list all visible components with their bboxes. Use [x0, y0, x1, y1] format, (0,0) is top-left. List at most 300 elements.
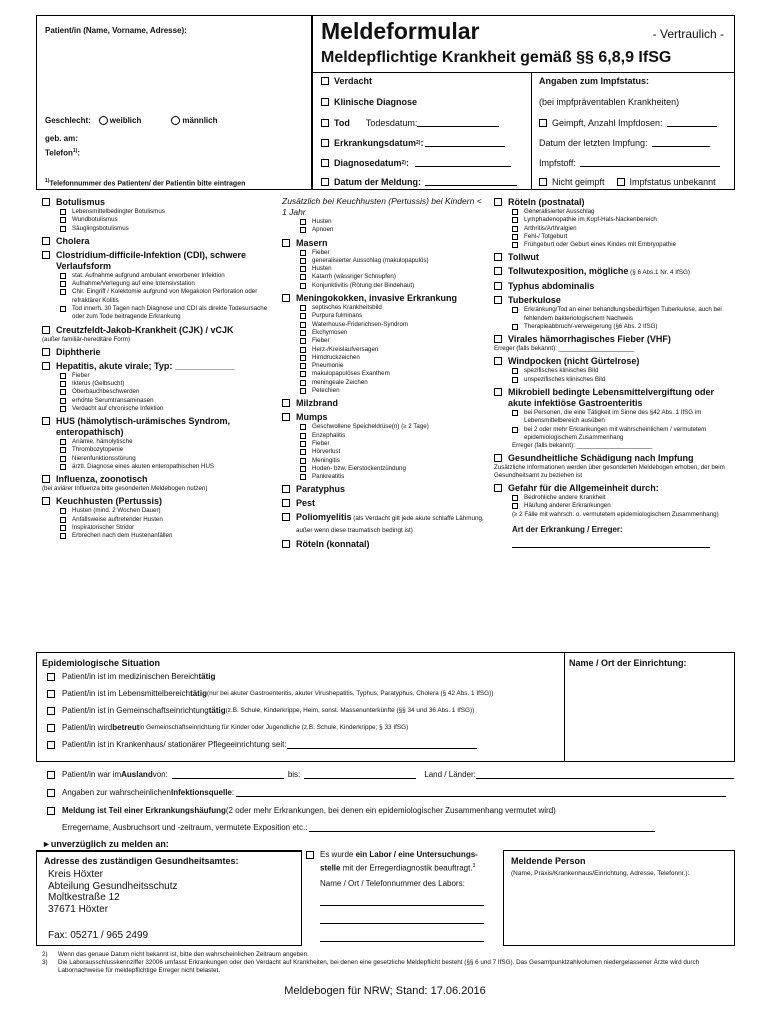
section-tollwut [494, 252, 736, 263]
footer: Meldebogen für NRW; Stand: 17.06.2016 [284, 985, 486, 997]
hus-hämolytisch-urämisches-syndrom-enter-item-checkbox[interactable] [60, 456, 66, 462]
death-date-label: Todesdatum: [365, 118, 418, 128]
gefahr-für-die-allgemeinheit-durch-note-after: (≥ 2 Fälle mit wahrsch. o. vermutetem epidemiologischem Zusammenhang) [512, 510, 719, 518]
report-date-label: Datum der Meldung: [334, 177, 421, 187]
vaccine-unknown-row [539, 177, 716, 187]
abroad-from-field[interactable] [172, 771, 284, 779]
hepatitis-akute-virale-typ-item-label: Fieber [72, 371, 90, 379]
mikrobiell-bedingte-lebensmittelvergiftu-item [494, 409, 736, 426]
section-masern [282, 238, 488, 249]
gender-male-radio[interactable] [171, 116, 180, 125]
röteln-konnatal-checkbox[interactable] [282, 540, 290, 548]
influenza-zoonotisch-checkbox[interactable] [42, 475, 50, 483]
cluster-text-c: (2 oder mehr Erkrankungen, bei denen ein epidemiologischer Zusammenhang vermutet wird) [225, 806, 556, 815]
authority-box [36, 850, 302, 946]
countries-field[interactable] [476, 771, 734, 779]
gender-female-radio[interactable] [99, 116, 108, 125]
milzbrand-label [296, 398, 338, 409]
doses-field[interactable] [667, 119, 717, 127]
epi-row-5-text-a: Patient/in ist in Krankenhaus/ stationärer Pflegeeinrichtung seit: [62, 740, 287, 749]
abroad-to-label: bis: [287, 770, 301, 779]
epi-row-2-text-b: tätig [190, 689, 207, 698]
tuberkulose-item-label: Therapieabbruch/-verweigerung (§6 Abs. 2 IfSG) [524, 323, 658, 331]
mumps-checkbox[interactable] [282, 413, 290, 421]
botulismus-item-label: Lebensmittelbedingter Botulismus [72, 208, 165, 215]
status-divider [313, 72, 734, 73]
phone-footnote-sup: 1) [45, 178, 50, 184]
meningokokken-invasive-erkrankung-item-label: meningeale Zeichen [312, 378, 368, 386]
lab-checkbox[interactable] [306, 851, 314, 859]
mumps-item-checkbox[interactable] [300, 433, 306, 439]
clostridium-difficile-infektion-cdi-schw-item-label: Aufnahme/Verlegung auf eine Intensivstation [72, 280, 195, 288]
clostridium-difficile-infektion-cdi-schw-item-checkbox[interactable] [60, 273, 66, 279]
röteln-postnatal-item-checkbox[interactable] [512, 217, 518, 223]
mumps-item-label: Enzephalitis [312, 431, 346, 439]
lab-name-label: Name / Ort / Telefonnummer des Labors: [320, 878, 465, 888]
meningokokken-invasive-erkrankung-item [282, 321, 488, 329]
clostridium-difficile-infektion-cdi-schw-item-checkbox[interactable] [60, 281, 66, 287]
windpocken-nicht-gürtelrose-item-checkbox[interactable] [512, 368, 518, 374]
mikrobiell-bedingte-lebensmittelvergiftu-item-checkbox[interactable] [512, 427, 518, 433]
meningokokken-invasive-erkrankung-item-checkbox[interactable] [300, 322, 306, 328]
section-clostridium-difficile-infektion-cdi-schw [42, 250, 277, 272]
meningokokken-invasive-erkrankung-item [282, 346, 488, 354]
pertussis-child-item [282, 226, 488, 234]
send-to-label: ►unverzüglich zu melden an: [42, 839, 169, 849]
masern-item-checkbox[interactable] [300, 258, 306, 264]
authority-title: Adresse des zuständigen Gesundheitsamtes: [44, 856, 239, 866]
lab-sup: 3 [472, 862, 476, 869]
cluster-checkbox[interactable] [47, 807, 55, 815]
keuchhusten-pertussis-checkbox[interactable] [42, 497, 50, 505]
hus-hämolytisch-urämisches-syndrom-enter-item-label: Nierenfunktionsstörung [72, 454, 136, 462]
meningokokken-invasive-erkrankung-item-label: Hirndruckzeichen [312, 353, 360, 361]
source-text-c: : [231, 788, 235, 797]
lab-name-field-1[interactable] [320, 898, 484, 906]
masern-item-checkbox[interactable] [300, 250, 306, 256]
footnote-3 [42, 959, 732, 975]
meningokokken-invasive-erkrankung-item-checkbox[interactable] [300, 363, 306, 369]
clostridium-difficile-infektion-cdi-schw-item-label: Chir. Eingriff / Kolektomie aufgrund von Megakolon Perforation oder refraktärer Kolitis [72, 288, 258, 304]
keuchhusten-pertussis-item-checkbox[interactable] [60, 533, 66, 539]
diphtherie-title: Diphtherie [56, 346, 101, 357]
abroad-to-field[interactable] [304, 771, 416, 779]
lab-name-field-2[interactable] [320, 916, 484, 924]
typhus-abdominalis-checkbox[interactable] [494, 282, 502, 290]
masern-item [282, 257, 488, 265]
meningokokken-invasive-erkrankung-item-checkbox[interactable] [300, 305, 306, 311]
meningokokken-invasive-erkrankung-checkbox[interactable] [282, 294, 290, 302]
confidential-label: - Vertraulich - [652, 27, 724, 41]
vaccine-title: Angaben zum Impfstatus: [539, 76, 650, 86]
diagnosis-date-checkbox[interactable] [321, 159, 329, 167]
meningokokken-invasive-erkrankung-item [282, 387, 488, 395]
meningokokken-invasive-erkrankung-item-checkbox[interactable] [300, 380, 306, 386]
mumps-item-label: Geschwollene Speicheldrüse(n) (≥ 2 Tage) [312, 423, 429, 431]
clostridium-difficile-infektion-cdi-schw-checkbox[interactable] [42, 251, 50, 259]
death-checkbox[interactable] [321, 119, 329, 127]
footnote-3-text: Die Laborausschlusskennziffer 32006 umfasst Erkrankungen oder den Verdacht auf Krankheiten, bei denen eine gesetzliche Meldepflicht besteht (§§ 6 und 7 IfSG). Das Gesamtpunktzahlvolumen niedergelassener Ärzte wird durch Labornachweise für meldepflichtige Erreger nicht belastet. [58, 959, 700, 974]
pertussis-child-label: Husten [312, 218, 332, 225]
section-gesundheitliche-schädigung-nach-impfung [494, 453, 736, 464]
pertussis-children-note: Zusätzlich bei Keuchhusten (Pertussis) bei Kindern < 1 Jahr [282, 196, 482, 217]
hus-hämolytisch-urämisches-syndrom-enter-checkbox[interactable] [42, 417, 50, 425]
hus-hämolytisch-urämisches-syndrom-enter-label [56, 416, 277, 438]
dob-label: geb. am: [45, 134, 78, 143]
vaccine-subtitle: (bei impfpräventablen Krankheiten) [539, 97, 680, 107]
gefahr-für-die-allgemeinheit-durch-item-label: Bedrohliche andere Krankheit [524, 494, 606, 502]
paratyphus-label [296, 484, 345, 495]
mumps-item [282, 457, 488, 465]
hepatitis-akute-virale-typ-item-checkbox[interactable] [60, 398, 66, 404]
last-date-field[interactable] [652, 139, 710, 147]
section-virales-hämorrhagisches-fieber-vhf [494, 334, 736, 345]
meningokokken-invasive-erkrankung-item [282, 370, 488, 378]
source-field[interactable] [236, 789, 726, 797]
mumps-item-checkbox[interactable] [300, 449, 306, 455]
vaccine-doses [539, 118, 717, 128]
hus-hämolytisch-urämisches-syndrom-enter-title: HUS (hämolytisch-urämisches Syndrom, enteropathisch) [56, 416, 231, 438]
keuchhusten-pertussis-item-checkbox[interactable] [60, 525, 66, 531]
status-report-date [321, 177, 517, 187]
section-tuberkulose [494, 295, 736, 306]
mumps-item-checkbox[interactable] [300, 424, 306, 430]
meningokokken-invasive-erkrankung-item-checkbox[interactable] [300, 355, 306, 361]
röteln-postnatal-item-label: Arthritis/Arthralgien [524, 224, 577, 232]
report-date-checkbox[interactable] [321, 178, 329, 186]
mumps-item [282, 448, 488, 456]
masern-item [282, 273, 488, 281]
clostridium-difficile-infektion-cdi-schw-item-label: stat. Aufnahme aufgrund ambulant erworbener Infektion [72, 271, 225, 279]
windpocken-nicht-gürtelrose-item-label: spezifisches klinisches Bild [524, 367, 599, 375]
masern-item [282, 249, 488, 257]
mikrobiell-bedingte-lebensmittelvergiftu-checkbox[interactable] [494, 388, 502, 396]
mumps-item [282, 473, 488, 481]
pest-title: Pest [296, 498, 316, 509]
form-title: Meldeformular [321, 18, 480, 44]
mikrobiell-bedingte-lebensmittelvergiftu-item [494, 426, 736, 443]
creutzfeldt-jakob-krankheit-cjk-vcjk-checkbox[interactable] [42, 326, 50, 334]
mumps-item [282, 432, 488, 440]
footnote-2-number: 2) [42, 951, 48, 958]
keuchhusten-pertussis-item-label: Anfallsweise auftretender Husten [72, 515, 163, 523]
phone-label: Telefon [45, 148, 73, 158]
epi-row-4-checkbox[interactable] [47, 724, 55, 732]
meningokokken-invasive-erkrankung-title: Meningokokken, invasive Erkrankung [296, 293, 458, 304]
keuchhusten-pertussis-item-checkbox[interactable] [60, 508, 66, 514]
cholera-title: Cholera [56, 235, 90, 246]
masern-item-checkbox[interactable] [300, 274, 306, 280]
mikrobiell-bedingte-lebensmittelvergiftu-item-checkbox[interactable] [512, 410, 518, 416]
mumps-item-checkbox[interactable] [300, 458, 306, 464]
röteln-postnatal-item-checkbox[interactable] [512, 226, 518, 232]
röteln-postnatal-label [508, 197, 585, 208]
meningokokken-invasive-erkrankung-item [282, 362, 488, 370]
cholera-checkbox[interactable] [42, 237, 50, 245]
cholera-label [56, 236, 90, 247]
vaccinated-label: Geimpft, Anzahl Impfdosen: [552, 118, 663, 128]
meningokokken-invasive-erkrankung-item-label: septisches Krankheitsbild [312, 304, 382, 312]
hepatitis-akute-virale-typ-item-checkbox[interactable] [60, 389, 66, 395]
gefahr-für-die-allgemeinheit-durch-item-label: Häufung anderer Erkrankungen [524, 502, 611, 510]
clostridium-difficile-infektion-cdi-schw-item [42, 305, 277, 322]
röteln-postnatal-checkbox[interactable] [494, 198, 502, 206]
unknown-checkbox[interactable] [617, 178, 625, 186]
mumps-item [282, 423, 488, 431]
milzbrand-checkbox[interactable] [282, 399, 290, 407]
abroad-checkbox[interactable] [47, 771, 55, 779]
mumps-item [282, 440, 488, 448]
virales-hämorrhagisches-fieber-vhf-checkbox[interactable] [494, 335, 502, 343]
windpocken-nicht-gürtelrose-checkbox[interactable] [494, 357, 502, 365]
vaccinated-checkbox[interactable] [539, 119, 547, 127]
hepatitis-akute-virale-typ-item-checkbox[interactable] [60, 373, 66, 379]
disease-column-3 [494, 194, 736, 548]
vaccine-field[interactable] [580, 159, 720, 167]
epi-row-3-checkbox[interactable] [47, 707, 55, 715]
mikrobiell-bedingte-lebensmittelvergiftu-item-label: bei 2 oder mehr Erkrankungen mit wahrscheinlichem / vermutetem epidemiologischem Zusammenhang [524, 425, 707, 441]
status-suspicion [321, 76, 372, 86]
section-botulismus [42, 197, 277, 208]
masern-item [282, 282, 488, 290]
status-death [321, 118, 499, 128]
röteln-postnatal-item-checkbox[interactable] [512, 242, 518, 248]
clostridium-difficile-infektion-cdi-schw-item-checkbox[interactable] [60, 289, 66, 295]
meningokokken-invasive-erkrankung-label [296, 293, 457, 304]
meningokokken-invasive-erkrankung-item-checkbox[interactable] [300, 330, 306, 336]
disease-column-2 [282, 194, 488, 550]
gesundheitliche-schädigung-nach-impfung-checkbox[interactable] [494, 454, 502, 462]
suspicion-label: Verdacht [334, 76, 373, 86]
illness-date-checkbox[interactable] [321, 139, 329, 147]
not-vaccinated-checkbox[interactable] [539, 178, 547, 186]
gefahr-für-die-allgemeinheit-durch-item-checkbox[interactable] [512, 495, 518, 501]
botulismus-item-label: Säuglingsbotulismus [72, 224, 129, 232]
section-poliomyelitis [282, 512, 488, 536]
hepatitis-akute-virale-typ-item [42, 397, 277, 405]
hus-hämolytisch-urämisches-syndrom-enter-item-checkbox[interactable] [60, 464, 66, 470]
keuchhusten-pertussis-item-checkbox[interactable] [60, 517, 66, 523]
meningokokken-invasive-erkrankung-item-checkbox[interactable] [300, 371, 306, 377]
botulismus-item [42, 208, 277, 216]
röteln-postnatal-item [494, 208, 736, 216]
vaccine-last-date [539, 138, 710, 148]
epi-row-4 [47, 723, 408, 732]
section-windpocken-nicht-gürtelrose [494, 356, 736, 367]
death-date-field[interactable] [417, 119, 499, 127]
gender-male-label: männlich [182, 116, 218, 125]
paratyphus-checkbox[interactable] [282, 485, 290, 493]
clostridium-difficile-infektion-cdi-schw-item-label: Tod innerh. 30 Tagen nach Diagnose und CDI als direkte Todesursache oder zum Tode beitragende Erkrankung [72, 305, 268, 321]
authority-line-4: 37671 Höxter [48, 903, 109, 915]
mumps-item-label: Hoden- bzw. Eierstockentzündung [312, 464, 406, 472]
authority-line-2: Abteilung Gesundheitsschutz [48, 880, 178, 892]
diagnosis-checkbox[interactable] [321, 98, 329, 106]
cluster-details-row [62, 823, 655, 832]
poliomyelitis-title: Poliomyelitis [296, 512, 352, 523]
gefahr-für-die-allgemeinheit-durch-item-checkbox[interactable] [512, 503, 518, 509]
section-keuchhusten-pertussis [42, 496, 277, 507]
typhus-abdominalis-label [508, 281, 594, 292]
section-diphtherie [42, 347, 277, 358]
keuchhusten-pertussis-item [42, 524, 277, 532]
virales-hämorrhagisches-fieber-vhf-label [508, 334, 671, 345]
suspicion-checkbox[interactable] [321, 77, 329, 85]
hepatitis-akute-virale-typ-label [56, 361, 235, 372]
not-vaccinated-label: Nicht geimpft [552, 177, 605, 187]
tollwut-checkbox[interactable] [494, 253, 502, 261]
masern-item-label: Katarrh (wässriger Schnupfen) [312, 273, 396, 281]
status-column-divider [531, 72, 532, 189]
botulismus-item-checkbox[interactable] [60, 217, 66, 223]
masern-item-label: Fieber [312, 248, 330, 256]
meningokokken-invasive-erkrankung-item-checkbox[interactable] [300, 388, 306, 394]
hepatitis-akute-virale-typ-checkbox[interactable] [42, 362, 50, 370]
pertussis-child-label: Apnoen [312, 226, 334, 234]
röteln-postnatal-item-label: Fehl-/ Totgeburt [524, 232, 568, 240]
mumps-item-checkbox[interactable] [300, 474, 306, 480]
diphtherie-checkbox[interactable] [42, 348, 50, 356]
footnote-3-number: 3) [42, 959, 48, 966]
masern-item-label: Husten [312, 265, 332, 273]
masern-item-label: generalisierter Ausschlag (makulopapulös) [312, 256, 429, 264]
death-label: Tod [334, 118, 350, 128]
meningokokken-invasive-erkrankung-item-label: Herz-/Kreislaufversagen [312, 345, 379, 353]
footnotes [42, 951, 732, 975]
hus-hämolytisch-urämisches-syndrom-enter-item-checkbox[interactable] [60, 447, 66, 453]
authority-line-3: Moltkestraße 12 [48, 892, 120, 903]
keuchhusten-pertussis-title: Keuchhusten (Pertussis) [56, 496, 163, 507]
epi-row-3-text-a: Patient/in ist in Gemeinschaftseinrichtung [62, 706, 209, 715]
windpocken-nicht-gürtelrose-item [494, 367, 736, 375]
botulismus-item-checkbox[interactable] [60, 226, 66, 232]
windpocken-nicht-gürtelrose-label [508, 356, 639, 367]
botulismus-item [42, 225, 277, 233]
reporter-title: Meldende Person [511, 856, 586, 866]
creutzfeldt-jakob-krankheit-cjk-vcjk-title: Creutzfeldt-Jakob-Krankheit (CJK) / vCJK [56, 324, 234, 335]
unknown-label: Impfstatus unbekannt [629, 177, 716, 187]
clostridium-difficile-infektion-cdi-schw-item-checkbox[interactable] [60, 306, 66, 312]
windpocken-nicht-gürtelrose-item-label: unspezifisches klinisches Bild [524, 375, 606, 383]
botulismus-checkbox[interactable] [42, 198, 50, 206]
hepatitis-akute-virale-typ-title: Hepatitis, akute virale; Typ: ____________ [56, 360, 235, 371]
section-influenza-zoonotisch [42, 474, 277, 485]
keuchhusten-pertussis-item [42, 507, 277, 515]
clostridium-difficile-infektion-cdi-schw-item [42, 272, 277, 280]
diphtherie-label [56, 347, 101, 358]
hepatitis-akute-virale-typ-item-checkbox[interactable] [60, 406, 66, 412]
influenza-zoonotisch-label [56, 474, 148, 485]
lab-text-c: mit der Erregerdiagnostik beauftragt. [340, 863, 473, 873]
pertussis-child-item [282, 218, 488, 226]
windpocken-nicht-gürtelrose-item-checkbox[interactable] [512, 377, 518, 383]
epi-row-1-checkbox[interactable] [47, 673, 55, 681]
section-cholera [42, 236, 277, 247]
masern-item-checkbox[interactable] [300, 266, 306, 272]
meningokokken-invasive-erkrankung-item-checkbox[interactable] [300, 338, 306, 344]
countries-label: Land / Länder: [424, 770, 476, 779]
clostridium-difficile-infektion-cdi-schw-label [56, 250, 277, 272]
mumps-item-checkbox[interactable] [300, 441, 306, 447]
masern-checkbox[interactable] [282, 239, 290, 247]
röteln-postnatal-item-checkbox[interactable] [512, 234, 518, 240]
hepatitis-akute-virale-typ-item [42, 405, 277, 413]
diagnosis-date-field[interactable] [415, 159, 511, 167]
hospital-since-field[interactable] [287, 741, 477, 749]
epi-row-3-text-c: (z.B. Schule, Kinderkrippe, Heim, sonst. Massenunterkünfte (§§ 34 und 36 Abs. 1 IfSG)) [225, 707, 475, 714]
influenza-zoonotisch-title: Influenza, zoonotisch [56, 474, 148, 485]
hus-hämolytisch-urämisches-syndrom-enter-item-checkbox[interactable] [60, 439, 66, 445]
botulismus-item-checkbox[interactable] [60, 209, 66, 215]
section-creutzfeldt-jakob-krankheit-cjk-vcjk [42, 325, 277, 336]
meningokokken-invasive-erkrankung-item-checkbox[interactable] [300, 313, 306, 319]
epi-row-2 [47, 689, 493, 698]
phone-footnote [45, 178, 245, 187]
section-gefahr-für-die-allgemeinheit-durch [494, 483, 736, 494]
botulismus-title: Botulismus [56, 197, 106, 207]
tollwutexposition-mögliche-checkbox[interactable] [494, 267, 502, 275]
gefahr-für-die-allgemeinheit-durch-checkbox[interactable] [494, 484, 502, 492]
gefahr-für-die-allgemeinheit-durch-item [494, 502, 736, 510]
influenza-zoonotisch-note: (bei aviärer Influenza bitte gesonderten Meldebogen nutzen) [42, 485, 208, 493]
pest-checkbox[interactable] [282, 499, 290, 507]
footnote-2 [42, 951, 732, 959]
epi-row-2-checkbox[interactable] [47, 690, 55, 698]
clostridium-difficile-infektion-cdi-schw-item [42, 288, 277, 305]
tuberkulose-checkbox[interactable] [494, 296, 502, 304]
section-tollwutexposition-mögliche [494, 266, 736, 278]
meningokokken-invasive-erkrankung-item [282, 337, 488, 345]
tollwut-label [508, 252, 539, 263]
epi-row-3-text-b: tätig [208, 706, 226, 715]
meningokokken-invasive-erkrankung-item-checkbox[interactable] [300, 347, 306, 353]
hepatitis-akute-virale-typ-item-checkbox[interactable] [60, 381, 66, 387]
lab-name-field-3[interactable] [320, 934, 484, 942]
mumps-item-checkbox[interactable] [300, 466, 306, 472]
facility-title: Name / Ort der Einrichtung: [569, 658, 687, 668]
mikrobiell-bedingte-lebensmittelvergiftu-item-label: bei Personen, die eine Tätigkeit im Sinne des §42 Abs. 1 IfSG im Lebensmittelbereich ausüben [524, 408, 702, 425]
epi-row-5-checkbox[interactable] [47, 741, 55, 749]
cause-field[interactable] [512, 540, 710, 548]
mikrobiell-bedingte-lebensmittelvergiftu-note-after: Erreger (falls bekannt): ______________________ [512, 442, 653, 450]
pertussis-child-checkbox[interactable] [300, 219, 306, 225]
meningokokken-invasive-erkrankung-item-label: Fieber [312, 337, 330, 345]
gesundheitliche-schädigung-nach-impfung-title: Gesundheitliche Schädigung nach Impfung [508, 453, 694, 464]
tuberkulose-item-checkbox[interactable] [512, 307, 518, 313]
tuberkulose-item-checkbox[interactable] [512, 324, 518, 330]
epi-row-1-text-a: Patient/in ist im medizinischen Bereich [62, 672, 199, 681]
epi-row-4-text-a: Patient/in wird [62, 723, 113, 732]
masern-item-checkbox[interactable] [300, 283, 306, 289]
poliomyelitis-checkbox[interactable] [282, 513, 290, 521]
source-checkbox[interactable] [47, 789, 55, 797]
illness-date-field[interactable] [425, 139, 505, 147]
röteln-postnatal-item-checkbox[interactable] [512, 209, 518, 215]
paratyphus-title: Paratyphus [296, 484, 346, 495]
epi-row-4-text-c: in Gemeinschaftseinrichtung für Kinder oder Jugendliche (z.B. Schule, Kinderkrippe; § 33 IfSG) [139, 724, 409, 731]
clostridium-difficile-infektion-cdi-schw-title: Clostridium-difficile-Infektion (CDI), schwere Verlaufsform [56, 249, 247, 271]
footnote-2-text: Wenn das genaue Datum nicht bekannt ist, bitte den wahrscheinlichen Zeitraum angeben. [58, 951, 309, 958]
last-date-label: Datum der letzten Impfung: [539, 138, 648, 148]
creutzfeldt-jakob-krankheit-cjk-vcjk-note: (außer familiär-hereditäre Form) [42, 335, 131, 343]
report-date-field[interactable] [425, 178, 517, 186]
cluster-details-field[interactable] [309, 824, 655, 832]
epi-row-2-text-c: (nur bei akuter Gastroenteritis, akuter Virushepatitis, Typhus, Paratyphus, Cholera (§ 42 Abs. 1 IfSG)) [206, 690, 494, 697]
creutzfeldt-jakob-krankheit-cjk-vcjk-label [56, 325, 234, 336]
röteln-postnatal-item-label: Lymphadenopathie im Kopf-Hals-Nackenbereich [524, 216, 657, 224]
mikrobiell-bedingte-lebensmittelvergiftu-title: Mikrobiell bedingte Lebensmittelvergiftung oder akute infektiöse Gastroenteritis [508, 386, 715, 408]
pertussis-child-checkbox[interactable] [300, 227, 306, 233]
